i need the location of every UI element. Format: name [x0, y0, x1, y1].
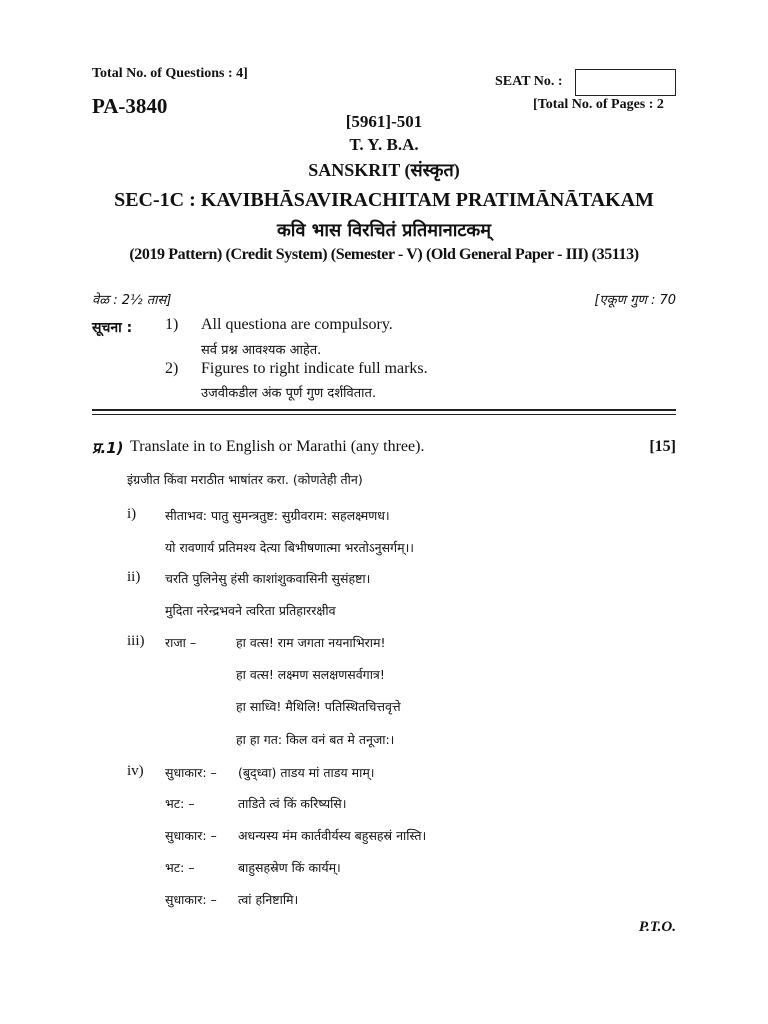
question-1-text: Translate in to English or Marathi (any three). — [130, 438, 425, 455]
part-iv-line-4: बाहुसहस्रेण किं कार्यम्। — [238, 860, 341, 875]
instruction-2-number: 2) — [165, 360, 179, 377]
part-iv-speaker-3: सुधाकार: – — [165, 828, 217, 843]
total-questions: Total No. of Questions : 4] — [92, 66, 248, 81]
total-marks: [एकूण गुण : 70 — [594, 293, 676, 308]
paper-pattern: (2019 Pattern) (Credit System) (Semester - V) (Old General Paper - III) (35113) — [129, 246, 639, 263]
exam-time: वेळ : 2½ तास] — [92, 293, 172, 308]
course-name: T. Y. B.A. — [349, 135, 419, 154]
part-ii-line-1: चरति पुलिनेसु हंसी काशांशुकवासिनी सुसंहष्टा। — [165, 571, 371, 586]
total-pages: [Total No. of Pages : 2 — [533, 97, 664, 112]
part-iv-line-3: अधन्यस्य मंम कार्तवीर्यस्य बहुसहस्रं नास्ति। — [238, 828, 427, 843]
part-ii-line-2: मुदिता नरेन्द्रभवने त्वरिता प्रतिहाररक्षीव — [165, 603, 336, 618]
part-iii-label: iii) — [127, 633, 145, 649]
instruction-1-english: All questiona are compulsory. — [201, 316, 393, 333]
part-iv-speaker-2: भट: – — [165, 796, 195, 811]
paper-code: PA-3840 — [92, 94, 168, 118]
divider-rule-bottom — [92, 414, 676, 415]
part-iii-line-2: हा वत्स! लक्ष्मण सलक्षणसर्वगात्र! — [236, 667, 385, 682]
part-iv-label: iv) — [127, 763, 144, 779]
divider-rule-top — [92, 409, 676, 411]
instruction-1-marathi: सर्व प्रश्न आवश्यक आहेत. — [201, 343, 322, 358]
paper-title-marathi: कवि भास विरचितं प्रतिमानाटकम् — [276, 220, 492, 241]
part-iii-line-3: हा साध्वि! मैथिलि! पतिस्थितचित्तवृत्ते — [236, 699, 401, 714]
instruction-1-number: 1) — [165, 316, 179, 333]
seat-number-box[interactable] — [575, 69, 676, 96]
part-iv-line-2: ताडिते त्वं किं करिष्यसि। — [238, 796, 347, 811]
question-1-marks: [15] — [649, 438, 676, 455]
part-i-line-2: यो रावणार्य प्रतिमश्य देत्या बिभीषणात्मा भरतोऽनुसर्गम्।। — [165, 540, 415, 555]
part-iii-line-4: हा हा गत: किल वनं बत मे तनूजा:। — [236, 732, 395, 747]
part-iv-speaker-4: भट: – — [165, 860, 195, 875]
instruction-2-marathi: उजवीकडील अंक पूर्ण गुण दर्शवितात. — [201, 386, 377, 401]
seat-label: SEAT No. : — [495, 74, 563, 89]
question-1-subtext: इंग्रजीत किंवा मराठीत भाषांतर करा. (कोणतेही तीन) — [127, 472, 363, 487]
part-iv-speaker-1: सुधाकार: – — [165, 765, 217, 780]
exam-code: [5961]-501 — [345, 112, 423, 131]
part-iii-speaker: राजा – — [165, 635, 197, 650]
instructions-label: सूचना : — [92, 320, 133, 336]
part-iv-speaker-5: सुधाकार: – — [165, 892, 217, 907]
paper-title-english: SEC-1C : KAVIBHĀSAVIRACHITAM PRATIMĀNĀTAKAM — [114, 189, 654, 211]
part-ii-label: ii) — [127, 569, 141, 585]
subject-name: SANSKRIT (संस्कृत) — [308, 160, 460, 180]
instruction-2-english: Figures to right indicate full marks. — [201, 360, 428, 377]
pto-label: P.T.O. — [638, 919, 676, 935]
part-iv-line-5: त्वां हनिष्टामि। — [238, 892, 299, 907]
part-i-label: i) — [127, 506, 137, 522]
part-iv-line-1: (बुद्ध्वा) ताडय मां ताडय माम्। — [238, 765, 375, 780]
question-1-number: प्र.1) — [92, 439, 124, 457]
part-iii-line-1: हा वत्स! राम जगता नयनाभिराम! — [236, 635, 386, 650]
part-i-line-1: सीताभव: पातु सुमन्त्रतुष्ट: सुग्रीवराम: सहलक्ष्मणध। — [165, 508, 390, 523]
